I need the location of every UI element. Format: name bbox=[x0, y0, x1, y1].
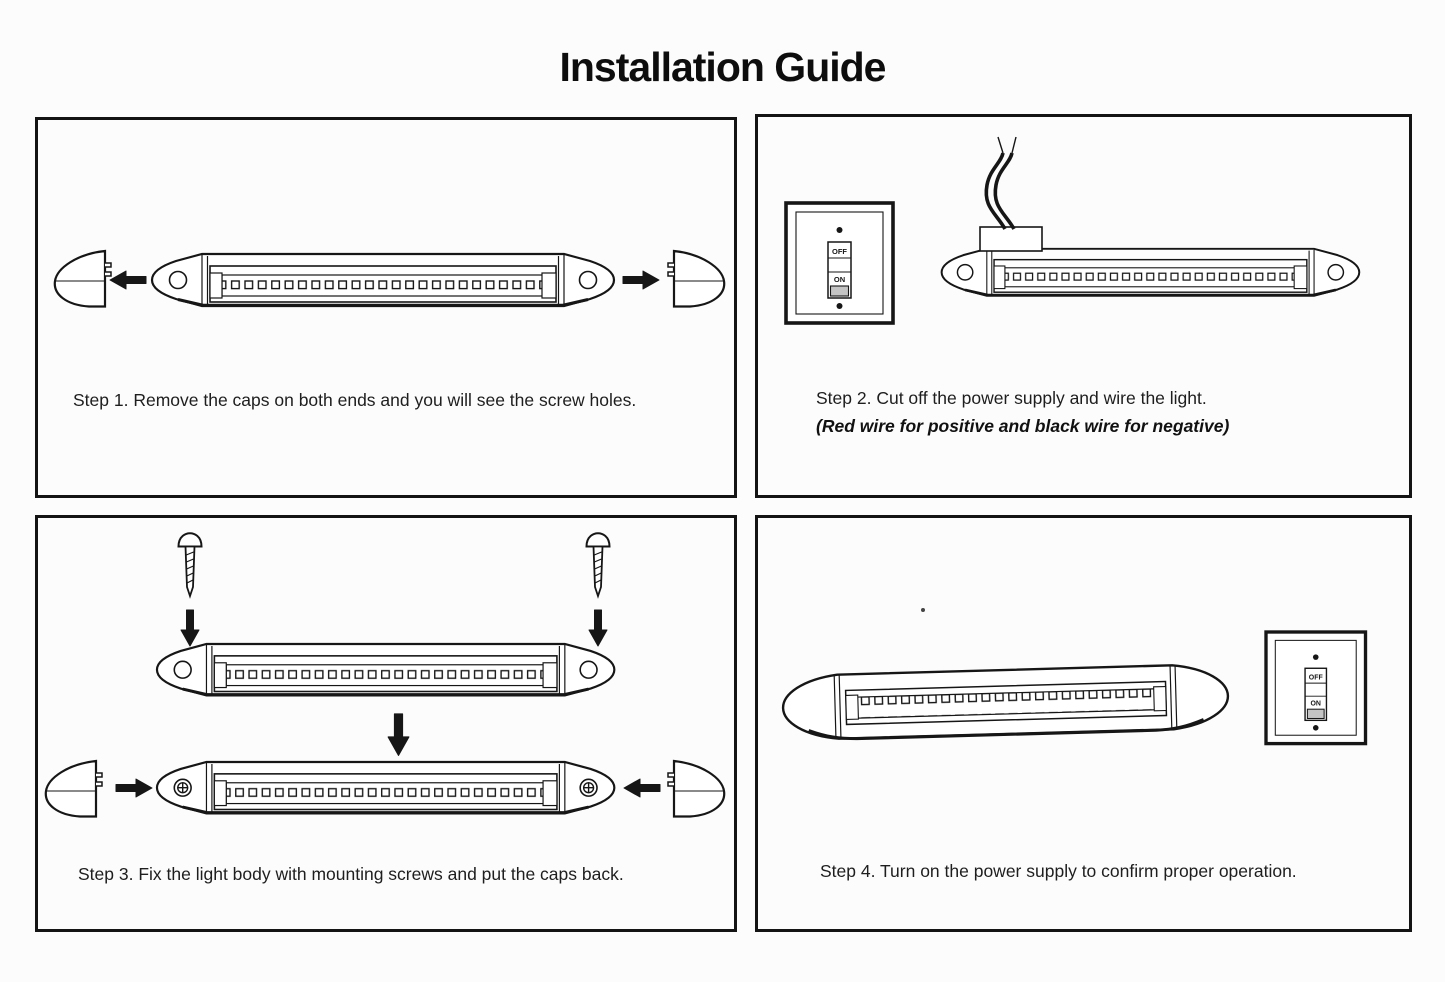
arrow-right-icon bbox=[116, 779, 152, 797]
ink-speck bbox=[921, 608, 925, 612]
end-cap-left bbox=[55, 251, 111, 307]
wall-switch bbox=[786, 203, 893, 323]
led-light-bar-screwed bbox=[157, 762, 614, 813]
switch-on-label: ON bbox=[1310, 700, 1321, 708]
end-cap-left bbox=[46, 761, 102, 817]
switch-screw-bottom bbox=[837, 303, 843, 309]
page-title: Installation Guide bbox=[559, 44, 886, 90]
screw-icon bbox=[179, 533, 202, 596]
switch-screw-top bbox=[837, 227, 843, 233]
screw-icon bbox=[587, 533, 610, 596]
led-light-bar-capped bbox=[782, 664, 1229, 741]
wire-junction-box bbox=[980, 227, 1042, 251]
arrow-right-icon bbox=[623, 271, 659, 289]
step-2-caption: Step 2. Cut off the power supply and wire the light. bbox=[816, 388, 1207, 408]
step-2-diagram bbox=[758, 117, 1408, 494]
led-light-bar bbox=[152, 254, 614, 306]
step-3-caption: Step 3. Fix the light body with mounting screws and put the caps back. bbox=[78, 864, 624, 884]
step-3-panel bbox=[35, 515, 737, 932]
step-4-caption: Step 4. Turn on the power supply to confirm proper operation. bbox=[820, 861, 1297, 881]
switch-screw-bottom bbox=[1313, 725, 1319, 731]
led-light-bar bbox=[942, 249, 1360, 296]
step-4-panel bbox=[755, 515, 1412, 932]
led-light-bar bbox=[157, 644, 614, 695]
arrow-down-icon bbox=[589, 610, 607, 646]
arrow-left-icon bbox=[110, 271, 146, 289]
switch-off-label: OFF bbox=[832, 247, 847, 256]
end-cap-right bbox=[668, 251, 724, 307]
step-1-panel bbox=[35, 117, 737, 498]
switch-on-label: ON bbox=[833, 275, 846, 284]
step-1-caption: Step 1. Remove the caps on both ends and you will see the screw holes. bbox=[73, 390, 637, 410]
wire-pair bbox=[986, 137, 1016, 229]
step-2-panel bbox=[755, 114, 1412, 498]
wall-switch bbox=[1266, 632, 1366, 744]
switch-off-label: OFF bbox=[1308, 674, 1323, 682]
end-cap-right bbox=[668, 761, 724, 817]
arrow-left-icon bbox=[624, 779, 660, 797]
step-2-note: (Red wire for positive and black wire for negative) bbox=[816, 416, 1230, 436]
switch-lever-nub bbox=[831, 286, 849, 296]
switch-screw-top bbox=[1313, 654, 1319, 660]
step-1-diagram bbox=[38, 120, 733, 494]
switch-lever-nub bbox=[1307, 709, 1324, 718]
arrow-down-icon bbox=[388, 714, 409, 755]
arrow-down-icon bbox=[181, 610, 199, 646]
